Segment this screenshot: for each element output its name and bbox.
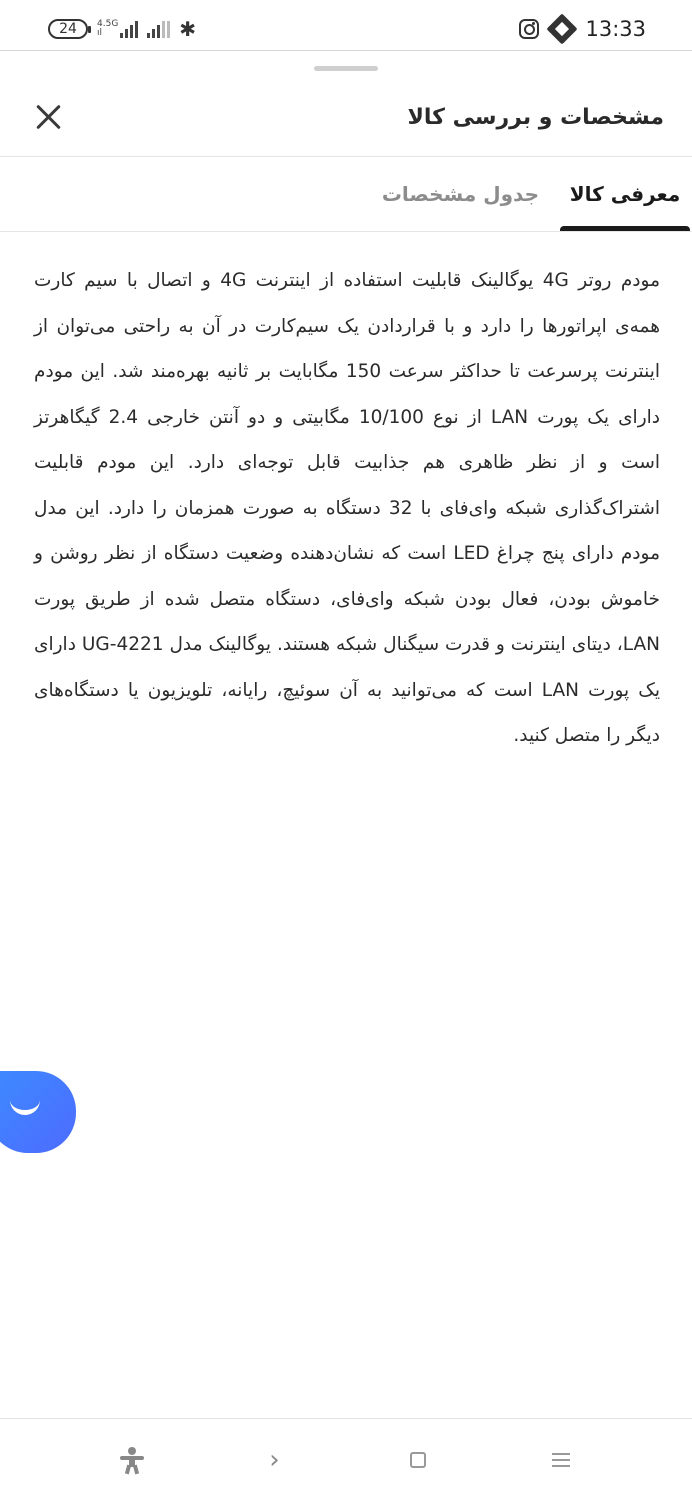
signal-icon [97,20,138,38]
system-nav-bar [0,1419,692,1500]
tab-bar [0,157,692,231]
bluetooth-icon: ✱ [179,17,197,41]
tab-product-intro[interactable]: معرفی کالا [560,157,690,231]
accessibility-icon[interactable] [112,1440,152,1480]
tab-specifications-table[interactable]: جدول مشخصات [381,182,539,206]
sheet-title: مشخصات و بررسی کالا [407,104,664,130]
battery-icon: 24 [48,19,88,39]
product-description: مودم روتر 4G یوگالینک قابلیت استفاده از اینترنت 4G و اتصال با سیم کارت همه‌ی اپراتورها را دارد و با قراردادن یک سیم‌کارت در آن به راحتی می‌توان از اینترنت پرسرعت تا حداکثر سرعت 150 مگابایت بر ثانیه بهره‌مند شد. این مودم دارای یک پورت LAN از نوع 10/100 مگابیتی و دو آنتن خارجی 2.4 گیگاهرتز است و از نظر ظاهری هم جذابیت قابل توجه‌ای دارد. این مودم قابلیت اشتراک‌گذاری شبکه وای‌فای با 32 دستگاه به صورت همزمان را دارد. این مدل مودم دارای پنج چراغ LED است که نشان‌دهنده وضعیت دستگاه از نظر روشن و خاموش بودن، فعال بودن شبکه وای‌فای، دستگاه متصل شده از طریق پورت LAN، دیتای اینترنت و قدرت سیگنال شبکه هستند. یوگالینک مدل UG-4221 دارای یک پورت LAN است که می‌توانید به آن سوئیچ، رایانه، تلویزیون یا دستگاه‌های دیگر را متصل کنید. [34,270,661,746]
clock: 13:33 [585,17,646,41]
home-icon[interactable] [398,1440,438,1480]
network-type: 4.5G [97,19,119,29]
status-right [519,17,646,41]
sheet-drag-handle[interactable] [314,66,378,71]
chat-button[interactable] [0,1071,76,1153]
chat-smile-icon [10,1099,40,1115]
sheet-header [0,78,692,156]
divider [0,231,692,232]
signal-icon [147,20,170,38]
instagram-icon [519,19,539,39]
network-sub: ıl [97,28,103,38]
status-left [48,17,196,41]
app-notification-icon [547,13,578,44]
divider [0,50,692,51]
close-icon[interactable] [34,102,64,132]
recents-icon[interactable] [541,1440,581,1480]
back-icon[interactable]: › [269,1444,280,1475]
